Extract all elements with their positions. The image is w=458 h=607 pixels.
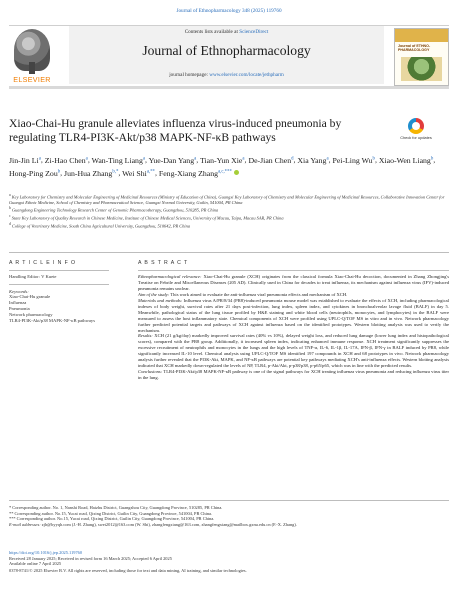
- author[interactable]: [45, 156, 88, 165]
- abstract: [138, 261, 449, 381]
- author-affiliation-marker[interactable]: a: [326, 156, 329, 161]
- sciencedirect-link[interactable]: ScienceDirect: [239, 29, 269, 35]
- affiliation-text: State Key Laboratory of Quality Research in Chinese Medicine, Institute of Chinese Medical Sciences, University of Macau, Taipa, Macau SAR, PR China: [11, 215, 284, 221]
- author-affiliation-marker[interactable]: b: [57, 169, 61, 174]
- abstract-paragraph: [138, 298, 449, 334]
- affiliation-marker: d: [9, 221, 11, 226]
- affiliation: [9, 193, 449, 206]
- keyword: Network pharmacology: [9, 311, 53, 317]
- author[interactable]: [297, 156, 328, 165]
- author[interactable]: [379, 156, 433, 165]
- abstract-paragraph: [138, 333, 449, 369]
- author-affiliation-marker[interactable]: b,*: [112, 169, 119, 174]
- affiliation-text: College of Veterinary Medicine, South China Agricultural University, Guangzhou, 510642, PR China: [11, 223, 191, 229]
- abstract-body: [138, 274, 449, 381]
- article-info-header: A R T I C L E I N F O: [9, 260, 76, 266]
- cover-image: [401, 57, 442, 81]
- author[interactable]: [64, 169, 118, 178]
- affiliation-marker: c: [9, 213, 11, 218]
- author-name[interactable]: Wan-Ting Liang: [91, 155, 143, 165]
- keyword: TLR4-PI3K-Akt/p38 MAPK-NF-κB pathways: [9, 317, 96, 323]
- author[interactable]: [332, 156, 374, 165]
- journal-masthead: [9, 25, 449, 89]
- author-name[interactable]: Wei Shi: [122, 168, 147, 178]
- author-affiliation-marker[interactable]: a: [242, 156, 245, 161]
- received-dates: Received 28 January 2025; Received in revised form 16 March 2025; Accepted 6 April 2025: [9, 555, 172, 561]
- author[interactable]: [159, 169, 239, 178]
- author-affiliation-marker[interactable]: b: [372, 156, 375, 161]
- author-list: Jin-Jin Li$^a$, Zi-Hao Chen$^a$, Wan-Ting Liang$^a$, Yue-Dan Yang$^a$, Tian-Yun Xie$^a$, De-Jian Chen$^d$, Xia Yang$^a$, Pei-Ling Wu$^b$, Xiao-Wen Liang$^b$, Hong-Ping Zou$^b$, Jun-Hua Zhang$^{b,*}$, Wei Shi$^{a,**}$, Feng-Xiang Zhang$^{a,c,***}$: [9, 155, 436, 178]
- author-affiliation-marker[interactable]: b: [430, 156, 434, 161]
- abstract-header: A B S T R A C T: [138, 260, 189, 266]
- article-title: Xiao-Chai-Hu granule alleviates influenza virus-induced pneumonia by regulating TLR4-PI3K-Akt/p38 MAPK-NF-κB pathways: [9, 117, 342, 144]
- abstract-section-text: This work aimed to evaluate the anti-influenza viral pneumonia effects and mechanism of XCH.: [169, 291, 348, 297]
- footnote: ** Corresponding author. No.15, Yucai road, Qixing District, Guilin City, Guangdong Province, 541004, PR China.: [9, 510, 213, 516]
- author-name[interactable]: Yue-Dan Yang: [148, 155, 195, 165]
- divider: [9, 252, 449, 253]
- abstract-section-text: Xiao-Chai-Hu granule (XCH) originates from the classical formula Xiao-Chai-Hu decoction, documented in Zhang Zhongjing's Treatise on Febrile and Miscellaneous Diseases (205 AD). Clinically used in China for decades to treat influenza, its mechanism against influenza virus (IFV)-induced pneumonia remains unclear.: [138, 273, 449, 291]
- author-name[interactable]: Hong-Ping Zou: [9, 168, 58, 178]
- abstract-section-label: Materials and methods:: [138, 297, 183, 303]
- abstract-section-text: XCH (21 g/kg/day) markedly improved survival rates (40% vs 10%), delayed weight loss, and reduced lung damage (lower lung index and histopathological scores), compared with the PR8 group. Additionally, it increased spleen index, indicating enhanced immune response. XCH treatment significantly suppresses the excessive recruitment of neutrophils and monocytes in the lungs and the high levels of TNF-α, IL-6, IL-1β, IL-17A, IFN-β, IFN-γ in BALF induced by PR8, while significantly increased IL-10 level. Chemical analysis using UPLC-Q/TOF MS identified 197 compounds in XCH and 68 prototypes in vivo. Network pharmacology analysis further revealed that the PI3K-Akt, MAPK, and NF-κB pathways are potential key pathways mediating XCH's anti-influenza effects. Western blotting analysis indicated that XCH markedly down-regulated the levels of NP, TLR4, p-Akt/Akt, p-p38/p38, p-p65/p65, which was in line with the predicted results.: [138, 333, 449, 369]
- footnotes: [9, 505, 449, 527]
- affiliation: [9, 222, 449, 229]
- affiliation-text: Guangdong Engineering Technology Research Center of Genomic Pharmacotherapy, Guangzhou, 510285, PR China: [11, 207, 219, 213]
- author-affiliation-marker[interactable]: a: [85, 156, 88, 161]
- author[interactable]: [92, 156, 145, 165]
- affiliation: [9, 206, 449, 213]
- author-affiliation-marker[interactable]: d: [291, 156, 294, 161]
- article-history: [9, 550, 449, 573]
- journal-homepage: journal homepage: www.elsevier.com/locate/jethpharm: [169, 72, 284, 78]
- contents-available: Contents lists available at ScienceDirect: [184, 29, 269, 35]
- author-name[interactable]: Pei-Ling Wu: [332, 155, 373, 165]
- check-for-updates-button[interactable]: [398, 118, 434, 140]
- author-name[interactable]: Zi-Hao Chen: [44, 155, 86, 165]
- masthead-center: [69, 26, 384, 84]
- keywords-label: Keywords:: [9, 288, 29, 294]
- author-name[interactable]: Xia Yang: [297, 155, 327, 165]
- footnote: * Corresponding author. No. 1, Nanshi Road, Haizhu District, Guangzhou City, Guangdong Province, 510285, PR China.: [9, 505, 223, 510]
- author-name[interactable]: Feng-Xiang Zhang: [158, 168, 218, 178]
- divider: [9, 284, 109, 285]
- keyword: Xiao-Chai-Hu granule: [9, 294, 51, 300]
- author-affiliation-marker[interactable]: a: [194, 156, 197, 161]
- journal-cover-thumbnail[interactable]: [394, 28, 449, 86]
- affiliation-text: Key Laboratory for Chemistry and Molecular Engineering of Medicinal Resources (Ministry of Education of China), Guangxi Key Laboratory of Chemistry and Molecular Engineering of Medicinal Resources, Collaborative Innovation Center for Guangxi Ethnic Medicine, School of Chemistry and Pharmaceutical Science, Guangxi Normal University, Guilin, 541004, PR China: [9, 194, 445, 206]
- abstract-section-label: Ethnopharmacological relevance:: [138, 273, 202, 279]
- homepage-link[interactable]: www.elsevier.com/locate/jethpharm: [209, 72, 284, 78]
- divider: [9, 500, 449, 501]
- author[interactable]: [200, 156, 245, 165]
- cover-title: Journal of ETHNO-PHARMACOLOGY: [398, 44, 431, 53]
- divider: [9, 270, 109, 271]
- article-info: [9, 261, 109, 323]
- abstract-section-label: Aim of the study:: [138, 291, 170, 297]
- author-name[interactable]: Jin-Jin Li: [9, 155, 39, 165]
- author-affiliation-marker[interactable]: a,c,***: [218, 169, 232, 174]
- doi-link[interactable]: https://doi.org/10.1016/j.jep.2025.119760: [9, 550, 83, 555]
- orcid-icon[interactable]: [234, 170, 239, 175]
- author[interactable]: [248, 156, 293, 165]
- abstract-section-text: TLR4-PI3K-Akt/p38 MAPK-NF-κB pathway is one of the signal pathways for XCH treating influenza virus pneumonia and reducing influenza virus titer in the lung.: [138, 369, 449, 381]
- author-name[interactable]: Xiao-Wen Liang: [378, 155, 431, 165]
- affiliation: [9, 214, 449, 221]
- author[interactable]: [9, 156, 41, 165]
- author-name[interactable]: Jun-Hua Zhang: [64, 168, 113, 178]
- affiliations: [9, 193, 449, 229]
- author[interactable]: [122, 169, 155, 178]
- handling-editor: Handling Editor: V Kuete: [9, 273, 57, 279]
- journal-reference[interactable]: Journal of Ethnopharmacology 348 (2025) 119760: [176, 8, 282, 14]
- author-name[interactable]: De-Jian Chen: [248, 155, 292, 165]
- copyright: 0378-8741/© 2025 Elsevier B.V. All rights are reserved, including those for text and data mining, AI training, and similar technologies.: [9, 567, 247, 573]
- author[interactable]: [149, 156, 197, 165]
- footnote: *** Corresponding author. No.15, Yucai road, Qixing District, Guilin City, Guangdong Province, 541004, PR China.: [9, 516, 215, 522]
- author-affiliation-marker[interactable]: a: [38, 156, 41, 161]
- check-updates-label: Check for updates: [400, 135, 432, 140]
- keyword: Pneumonia: [9, 305, 30, 311]
- divider: [138, 270, 449, 271]
- author-name[interactable]: Tian-Yun Xie: [200, 155, 243, 165]
- abstract-section-label: Conclusions:: [138, 369, 163, 375]
- affiliation-marker: a: [9, 193, 11, 197]
- author-affiliation-marker[interactable]: a,**: [146, 169, 155, 174]
- journal-title: Journal of Ethnopharmacology: [142, 43, 311, 58]
- keyword-list: [9, 294, 109, 323]
- abstract-section-text: Influenza virus A/PR/8/34 (PR8)-induced pneumonia mouse model was established to evaluate the effects of XCH, including pharmacological indexes of body weight, survival rates after 21 days post-infection, lung index, spleen index, and cytokines in bronchoalveolar lavage fluid (BALF) in day 5. Meanwhile, pathological status of the lung tissue profiled by H&E staining and white blood cells (neutrophils, monocytes, and lymphocytes) in the BALF were measured to assess the host inflammatory state. Chemical components of XCH were profiled using UPLC-Q/TOF MS in vitro and in vivo. Network pharmacology further predicted potential targets and pathways of XCH against influenza based on the identified prototypes. Western blotting analysis was used to verify the mechanism.: [138, 297, 449, 333]
- abstract-paragraph: [138, 274, 449, 292]
- affiliation-marker: b: [9, 206, 11, 211]
- elsevier-wordmark: ELSEVIER: [13, 75, 51, 84]
- author-affiliation-marker[interactable]: a: [142, 156, 145, 161]
- elsevier-logo[interactable]: [9, 28, 55, 84]
- keyword: Influenza: [9, 300, 27, 306]
- abstract-paragraph: [138, 369, 449, 381]
- check-updates-icon: [408, 118, 424, 134]
- email-addresses: E-mail addresses: zjh@byyqh.com (J.-H. Zhang), swei2012@163.com (W. Shi), zhangfengxiang@163.com, zhangfengxiang@mailbox.gxnu.edu.cn (F.-X. Zhang).: [9, 521, 297, 527]
- author[interactable]: [9, 169, 60, 178]
- abstract-section-label: Results:: [138, 333, 153, 339]
- available-online: Available online 7 April 2025: [9, 561, 62, 567]
